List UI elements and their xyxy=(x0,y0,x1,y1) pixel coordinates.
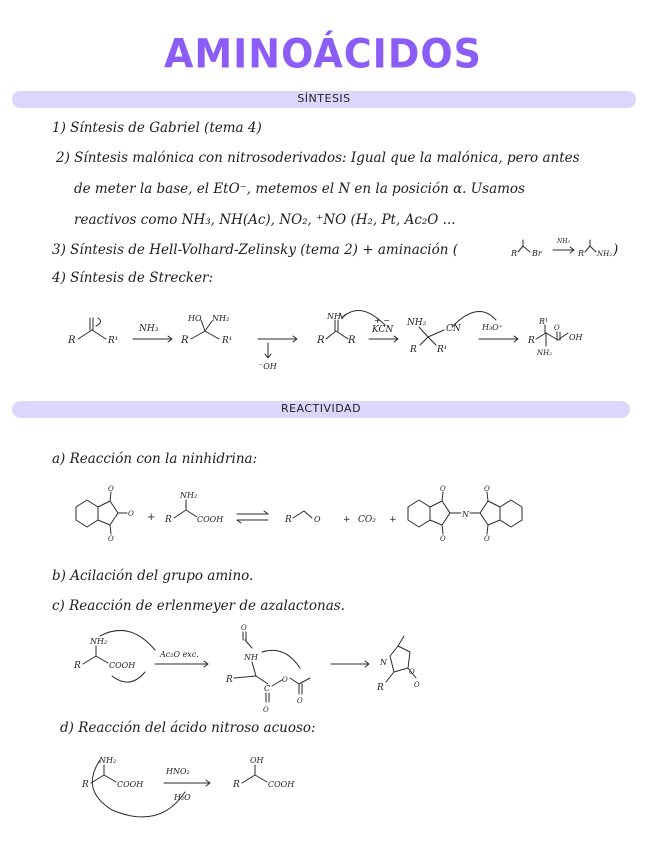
label-r: R xyxy=(285,515,292,525)
bond-line xyxy=(91,775,116,783)
sintesis-item-4: 4) Síntesis de Strecker: xyxy=(52,270,214,286)
five-ring xyxy=(98,501,118,525)
benzene-ring xyxy=(500,500,522,527)
benzene-ring xyxy=(408,500,430,527)
label-nh2: NH₂ xyxy=(407,318,427,328)
double-bond xyxy=(266,693,269,702)
bond-line xyxy=(518,246,530,252)
label-r1: R¹ xyxy=(222,336,233,346)
label-o: O xyxy=(440,535,446,543)
five-ring xyxy=(430,501,450,525)
bond-line xyxy=(487,492,488,534)
curved-arrow xyxy=(100,630,155,650)
label-r: R xyxy=(528,336,535,346)
label-nh: NH xyxy=(244,653,258,662)
benzene-ring xyxy=(76,500,98,527)
curved-arrow xyxy=(262,650,300,668)
reaction-arrow xyxy=(479,336,518,342)
section-title-reactividad: REACTIVIDAD xyxy=(280,402,362,415)
bond-line xyxy=(245,640,252,648)
label-r: R xyxy=(82,780,89,790)
label-r: R xyxy=(181,335,189,346)
strecker-scheme xyxy=(67,310,584,371)
label-nh2: NH₂ xyxy=(90,637,108,646)
equilibrium-arrows xyxy=(237,511,268,523)
bond-line xyxy=(536,333,568,340)
label-nh2: NH₂ xyxy=(597,250,613,258)
section-title-sintesis: SÍNTESIS xyxy=(297,92,351,105)
bond-line xyxy=(386,672,394,682)
label-o: O xyxy=(108,485,114,493)
label-o: O xyxy=(484,485,490,493)
label-plus: + xyxy=(343,515,351,525)
double-bond xyxy=(90,318,93,330)
bond-line xyxy=(201,320,212,331)
label-cn: CN xyxy=(446,324,461,334)
bond-line xyxy=(293,511,312,518)
down-arrow xyxy=(265,343,271,358)
label-nh2: NH₂ xyxy=(212,314,230,323)
label-r: R xyxy=(165,515,172,525)
curved-arrow xyxy=(96,318,101,326)
sintesis-item-1: 1) Síntesis de Gabriel (tema 4) xyxy=(52,120,262,136)
label-ho: HO xyxy=(188,314,202,323)
label-o: O xyxy=(414,681,420,689)
label-o: O xyxy=(128,510,134,518)
label-hno2: HNO₂ xyxy=(166,767,190,776)
label-oh-minus: ⁻OH xyxy=(259,362,277,371)
label-oh: OH xyxy=(250,756,264,765)
label-r: R xyxy=(578,249,585,258)
bond-line xyxy=(110,492,127,534)
bond-line xyxy=(234,676,268,684)
label-n: N xyxy=(380,658,387,667)
label-r: R xyxy=(410,345,417,355)
bond-line xyxy=(191,331,219,339)
page-title: AMINOÁCIDOS xyxy=(163,30,483,78)
label-o: O xyxy=(282,676,288,684)
reaction-arrow xyxy=(133,336,172,342)
label-o: O xyxy=(440,485,446,493)
label-r: R xyxy=(226,675,233,685)
hvz-mini-scheme xyxy=(510,238,612,258)
bond-line xyxy=(420,337,436,345)
label-r: R xyxy=(511,249,518,258)
bond-line xyxy=(83,656,108,664)
label-r1: R¹ xyxy=(539,317,549,326)
label-cooh: COOH xyxy=(117,780,144,789)
label-o: O xyxy=(314,515,321,524)
reaction-arrow xyxy=(369,336,398,342)
reaction-arrow xyxy=(258,336,297,342)
label-plus: + xyxy=(147,512,156,523)
reactividad-item-b: b) Acilación del grupo amino. xyxy=(52,568,254,584)
label-h3o: H₃O⁺ xyxy=(482,323,503,332)
label-cooh: COOH xyxy=(197,515,224,524)
label-n: N xyxy=(462,510,469,519)
reactividad-item-a: a) Reacción con la ninhidrina: xyxy=(52,451,258,467)
label-nh3: NH₃ xyxy=(139,324,159,334)
label-cooh: COOH xyxy=(268,780,295,789)
reaction-arrow xyxy=(155,661,208,667)
label-nh3: NH₃ xyxy=(557,238,570,245)
label-nh2: NH₂ xyxy=(327,312,345,321)
bond-line xyxy=(290,678,310,694)
five-ring xyxy=(480,501,500,525)
bond-line xyxy=(78,330,106,339)
label-nh2: NH₂ xyxy=(99,756,117,765)
label-r: R xyxy=(317,335,325,346)
sintesis-item-2-cont: de meter la base, el EtO⁻, metemos el N en la posición α. Usamos xyxy=(74,181,525,197)
reactividad-item-c: c) Reacción de erlenmeyer de azalactonas. xyxy=(52,598,345,614)
bond-line xyxy=(326,331,348,339)
label-r: R xyxy=(233,780,240,790)
label-nh2: NH₂ xyxy=(180,491,198,500)
label-o: O xyxy=(409,668,415,676)
label-r1: R¹ xyxy=(437,345,448,355)
label-c: C xyxy=(264,684,271,693)
label-ac2o-exc: Ac₂O exc. xyxy=(160,650,199,659)
label-co2: CO₂ xyxy=(358,515,376,525)
label-oh: OH xyxy=(569,333,583,342)
label-r: R xyxy=(74,661,81,671)
bond-line xyxy=(242,775,267,783)
label-cooh: COOH xyxy=(109,661,136,670)
label-r: R xyxy=(348,335,356,346)
bond-line xyxy=(419,327,444,337)
bond-line xyxy=(174,510,197,518)
bond-line xyxy=(272,680,282,686)
sintesis-item-2: 2) Síntesis malónica con nitrosoderivados: Igual que la malónica, pero antes xyxy=(56,150,580,166)
label-br: Br xyxy=(532,249,542,258)
oxazolone-ring xyxy=(390,646,410,672)
sintesis-item-3-close: ) xyxy=(613,242,619,258)
reactividad-item-d: d) Reacción del ácido nitroso acuoso: xyxy=(60,720,316,736)
label-o: O xyxy=(263,706,269,714)
ninhydrin-scheme xyxy=(76,485,522,543)
label-o: O xyxy=(554,324,560,332)
label-charge: + − xyxy=(374,316,390,325)
label-o: O xyxy=(108,535,114,543)
label-r: R xyxy=(68,335,76,346)
label-kcn: KCN xyxy=(372,325,394,335)
label-nh2: NH₂ xyxy=(537,349,553,357)
double-bond xyxy=(335,320,338,331)
label-plus: + xyxy=(389,515,397,525)
label-r: R xyxy=(377,683,384,693)
label-o: O xyxy=(297,697,303,705)
erlenmeyer-scheme xyxy=(73,624,420,714)
double-bond xyxy=(243,632,246,640)
bond-line xyxy=(442,492,443,534)
reaction-arrow xyxy=(331,661,369,667)
double-bond xyxy=(557,332,560,340)
sintesis-item-2-reagents: reactivos como NH₃, NH(Ac), NO₂, ⁺NO (H₂, Pt, Ac₂O ... xyxy=(74,212,456,228)
nitrous-acid-scheme xyxy=(81,756,295,817)
curved-arrow xyxy=(112,672,145,682)
label-o: O xyxy=(484,535,490,543)
bond-line xyxy=(398,636,404,646)
label-h2o: H₂O xyxy=(174,793,191,802)
label-r1: R¹ xyxy=(108,336,119,346)
bond-line xyxy=(585,246,596,252)
reaction-arrow xyxy=(164,780,210,786)
reaction-arrow xyxy=(553,247,574,253)
label-o: O xyxy=(241,624,247,632)
sintesis-item-3: 3) Síntesis de Hell-Volhard-Zelinsky (tema 2) + aminación ( xyxy=(52,242,459,258)
bond-line xyxy=(252,662,256,676)
